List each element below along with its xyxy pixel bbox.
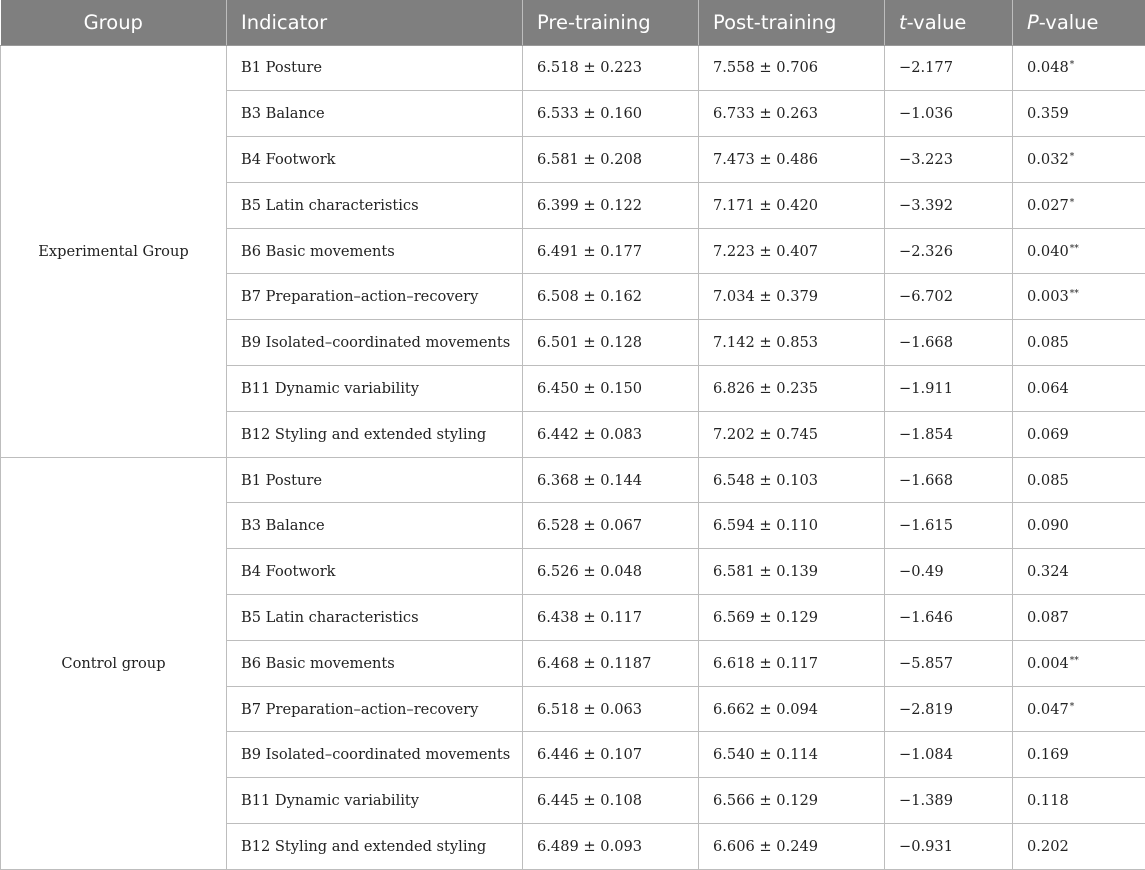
significance-mark: *	[1070, 702, 1075, 712]
p-value-number: 0.040	[1027, 243, 1069, 260]
post-training-cell: 6.569 ± 0.129	[699, 595, 885, 641]
p-value-number: 0.004	[1027, 655, 1069, 672]
header-post-training: Post-training	[699, 0, 885, 45]
p-value-number: 0.087	[1027, 609, 1069, 626]
post-training-cell: 6.581 ± 0.139	[699, 549, 885, 595]
t-value-cell: −1.668	[885, 320, 1013, 366]
post-training-cell: 6.548 ± 0.103	[699, 457, 885, 503]
p-value-cell	[1013, 686, 1145, 732]
post-training-cell: 6.606 ± 0.249	[699, 824, 885, 870]
header-p-suffix: -value	[1039, 11, 1099, 34]
p-value-number: 0.085	[1027, 334, 1069, 351]
t-value-cell: −5.857	[885, 640, 1013, 686]
pre-training-cell: 6.368 ± 0.144	[523, 457, 699, 503]
t-value-cell: −1.911	[885, 366, 1013, 412]
post-training-cell: 6.662 ± 0.094	[699, 686, 885, 732]
table-row	[1, 457, 1145, 503]
indicator-cell: B5 Latin characteristics	[227, 595, 523, 641]
pre-training-cell: 6.528 ± 0.067	[523, 503, 699, 549]
significance-mark: *	[1070, 198, 1075, 208]
pre-training-cell: 6.442 ± 0.083	[523, 411, 699, 457]
post-training-cell: 6.566 ± 0.129	[699, 778, 885, 824]
post-training-cell: 6.826 ± 0.235	[699, 366, 885, 412]
t-value-cell: −3.392	[885, 182, 1013, 228]
p-value-number: 0.359	[1027, 105, 1069, 122]
post-training-cell: 7.223 ± 0.407	[699, 228, 885, 274]
p-value-cell	[1013, 366, 1145, 412]
post-training-cell: 6.618 ± 0.117	[699, 640, 885, 686]
p-value-cell	[1013, 228, 1145, 274]
p-value-number: 0.324	[1027, 563, 1069, 580]
p-value-number: 0.064	[1027, 380, 1069, 397]
p-value-number: 0.202	[1027, 838, 1069, 855]
t-value-cell: −6.702	[885, 274, 1013, 320]
pre-training-cell: 6.399 ± 0.122	[523, 182, 699, 228]
p-value-number: 0.085	[1027, 472, 1069, 489]
p-value-cell	[1013, 732, 1145, 778]
pre-training-cell: 6.491 ± 0.177	[523, 228, 699, 274]
t-value-cell: −2.326	[885, 228, 1013, 274]
t-value-cell: −1.854	[885, 411, 1013, 457]
pre-training-cell: 6.445 ± 0.108	[523, 778, 699, 824]
p-value-cell	[1013, 640, 1145, 686]
indicator-cell: B11 Dynamic variability	[227, 778, 523, 824]
t-value-cell: −1.615	[885, 503, 1013, 549]
p-value-cell	[1013, 45, 1145, 91]
group-label: Experimental Group	[1, 45, 227, 457]
table-header	[1, 0, 1145, 45]
p-value-cell	[1013, 778, 1145, 824]
p-value-cell	[1013, 824, 1145, 870]
t-value-cell: −1.389	[885, 778, 1013, 824]
significance-mark: **	[1070, 289, 1079, 299]
p-value-number: 0.048	[1027, 59, 1069, 76]
pre-training-cell: 6.489 ± 0.093	[523, 824, 699, 870]
p-value-cell	[1013, 457, 1145, 503]
pre-training-cell: 6.468 ± 0.1187	[523, 640, 699, 686]
header-t-value	[885, 0, 1013, 45]
header-t-suffix: -value	[907, 11, 967, 34]
indicator-cell: B3 Balance	[227, 503, 523, 549]
p-value-cell	[1013, 595, 1145, 641]
significance-mark: **	[1070, 244, 1079, 254]
p-value-cell	[1013, 91, 1145, 137]
header-indicator: Indicator	[227, 0, 523, 45]
t-value-cell: −0.931	[885, 824, 1013, 870]
t-value-cell: −1.084	[885, 732, 1013, 778]
indicator-cell: B4 Footwork	[227, 549, 523, 595]
p-value-cell	[1013, 182, 1145, 228]
pre-training-cell: 6.501 ± 0.128	[523, 320, 699, 366]
p-value-number: 0.003	[1027, 288, 1069, 305]
pre-training-cell: 6.438 ± 0.117	[523, 595, 699, 641]
post-training-cell: 7.202 ± 0.745	[699, 411, 885, 457]
p-value-number: 0.090	[1027, 517, 1069, 534]
t-value-cell: −2.177	[885, 45, 1013, 91]
p-value-number: 0.047	[1027, 701, 1069, 718]
t-value-cell: −1.036	[885, 91, 1013, 137]
header-group: Group	[1, 0, 227, 45]
pre-training-cell: 6.526 ± 0.048	[523, 549, 699, 595]
indicator-cell: B5 Latin characteristics	[227, 182, 523, 228]
p-value-number: 0.169	[1027, 746, 1069, 763]
post-training-cell: 6.733 ± 0.263	[699, 91, 885, 137]
indicator-cell: B7 Preparation–action–recovery	[227, 686, 523, 732]
indicator-cell: B1 Posture	[227, 45, 523, 91]
indicator-cell: B11 Dynamic variability	[227, 366, 523, 412]
significance-mark: *	[1070, 152, 1075, 162]
p-value-cell	[1013, 137, 1145, 183]
group-label: Control group	[1, 457, 227, 869]
p-value-number: 0.069	[1027, 426, 1069, 443]
indicator-cell: B1 Posture	[227, 457, 523, 503]
header-p-symbol: P	[1027, 11, 1039, 34]
p-value-cell	[1013, 274, 1145, 320]
post-training-cell: 7.034 ± 0.379	[699, 274, 885, 320]
post-training-cell: 7.473 ± 0.486	[699, 137, 885, 183]
post-training-cell: 7.142 ± 0.853	[699, 320, 885, 366]
p-value-number: 0.027	[1027, 197, 1069, 214]
pre-training-cell: 6.446 ± 0.107	[523, 732, 699, 778]
pre-training-cell: 6.508 ± 0.162	[523, 274, 699, 320]
pre-training-cell: 6.518 ± 0.223	[523, 45, 699, 91]
t-value-cell: −3.223	[885, 137, 1013, 183]
indicator-cell: B6 Basic movements	[227, 640, 523, 686]
pre-training-cell: 6.533 ± 0.160	[523, 91, 699, 137]
header-t-symbol: t	[899, 11, 907, 34]
pre-training-cell: 6.450 ± 0.150	[523, 366, 699, 412]
table-body	[1, 45, 1145, 869]
header-pre-training: Pre-training	[523, 0, 699, 45]
p-value-cell	[1013, 503, 1145, 549]
pre-training-cell: 6.518 ± 0.063	[523, 686, 699, 732]
pre-training-cell: 6.581 ± 0.208	[523, 137, 699, 183]
significance-mark: **	[1070, 656, 1079, 666]
header-p-value	[1013, 0, 1145, 45]
post-training-cell: 7.171 ± 0.420	[699, 182, 885, 228]
indicator-cell: B12 Styling and extended styling	[227, 411, 523, 457]
p-value-cell	[1013, 320, 1145, 366]
p-value-cell	[1013, 411, 1145, 457]
indicator-cell: B6 Basic movements	[227, 228, 523, 274]
p-value-number: 0.032	[1027, 151, 1069, 168]
t-value-cell: −2.819	[885, 686, 1013, 732]
header-row	[1, 0, 1145, 45]
indicator-cell: B4 Footwork	[227, 137, 523, 183]
indicator-cell: B12 Styling and extended styling	[227, 824, 523, 870]
p-value-cell	[1013, 549, 1145, 595]
indicator-cell: B3 Balance	[227, 91, 523, 137]
significance-mark: *	[1070, 60, 1075, 70]
p-value-number: 0.118	[1027, 792, 1069, 809]
table-row	[1, 45, 1145, 91]
t-value-cell: −0.49	[885, 549, 1013, 595]
indicator-cell: B7 Preparation–action–recovery	[227, 274, 523, 320]
indicator-cell: B9 Isolated–coordinated movements	[227, 320, 523, 366]
post-training-cell: 7.558 ± 0.706	[699, 45, 885, 91]
t-value-cell: −1.668	[885, 457, 1013, 503]
post-training-cell: 6.540 ± 0.114	[699, 732, 885, 778]
t-value-cell: −1.646	[885, 595, 1013, 641]
post-training-cell: 6.594 ± 0.110	[699, 503, 885, 549]
indicator-cell: B9 Isolated–coordinated movements	[227, 732, 523, 778]
